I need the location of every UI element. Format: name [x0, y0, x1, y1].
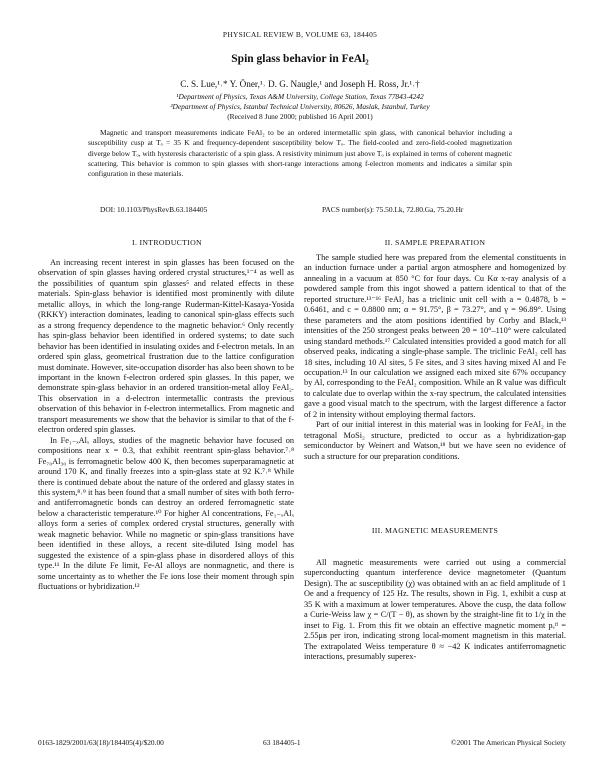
affiliation-1: ¹Department of Physics, Texas A&M University, College Station, Texas 77843-4242 — [176, 92, 424, 101]
pacs-numbers: PACS number(s): 75.50.Lk, 72.80.Ga, 75.20.Hr — [322, 205, 464, 214]
affiliation-2: ²Department of Physics, Istanbul Technical University, 80626, Maslak, Istanbul, Turkey — [170, 102, 430, 111]
section-heading-introduction: I. INTRODUCTION — [132, 238, 202, 247]
footer-page-number: 63 184405-1 — [263, 738, 301, 747]
section-heading-sample-preparation: II. SAMPLE PREPARATION — [384, 238, 486, 247]
sample-paragraph-1: The sample studied here was prepared from the elemental constituents in an induction furnace under a partial argon atmosphere and homogenized by annealing in a vacuum at 850 °C for four days. Cu Kα x-ray analysis of a powdered sample from this ingot showed a pattern identical to that of the reported structure.¹³⁻¹⁶ FeAl₂ has a triclinic unit cell with a = 0.4878, b = 0.6461, and c = 0.8800 nm; α = 91.75°, β = 73.27°, and γ = 96.89°. Using these parameters and the atom positions identified by Corby and Black,¹³ intensities of the 250 strongest peaks between 2θ = 10°–110° were calculated using standard methods.¹⁷ Calculated intensities provided a good match for all observed peaks, indicating a single-phase sample. The triclinic FeAl₂ cell has 18 sites, including 10 Al sites, 5 Fe sites, and 3 sites having mixed Al and Fe occupation.¹³ In our calculation we assigned each mixed site 67% occupancy by Al, corresponding to the FeAl₂ composition. While an R value was difficult to calculate due to overlap within the x-ray spectrum, the calculated intensities gave a good visual match to the spectrum, with the largest difference a factor of 2 in intensity without employing thermal factors. — [304, 253, 566, 419]
intro-paragraph-2: In Fe₁₋ₓAlₓ alloys, studies of the magnetic behavior have focused on compositions near x = 0.3, that exhibit reentrant spin-glass behavior.⁷˒⁸ Fe₇₀Al₃₀ is ferromagnetic below 400 K, then becomes superparamagnetic at around 170 K, and finally freezes into a spin-glass state at 92 K.⁷˒⁸ While there is continued debate about the nature of the ordered and glassy states in this system,⁸˒⁹ it has been found that a small number of sites with both ferro- and antiferromagnetic bonds can destroy an ordered ferromagnetic state below a characteristic temperature.¹⁰ For higher Al concentrations, Fe₁₋ₓAlₓ alloys form a series of complex ordered crystal structures, generally with weak magnetic behavior. While no magnetic or spin-glass transitions have been identified in these alloys, a recent site-diluted Ising model has suggested the existence of a spin-glass phase in disordered alloys of this type.¹¹ In the dilute Fe limit, Fe-Al alloys are nonmagnetic, and there is some uncertainty as to whether the Fe ions lose their moment through spin fluctuations or hybridization.¹² — [38, 435, 294, 592]
magnetic-measurements-body — [304, 558, 566, 663]
sample-preparation-body — [304, 253, 566, 462]
author-list: C. S. Lue,¹˒* Y. Öner,¹˒ D. G. Naugle,¹ and Joseph H. Ross, Jr.¹˒† — [180, 79, 420, 89]
sample-paragraph-2: Part of our initial interest in this material was in looking for FeAl₂ in the tetragonal MoSi₂ structure, predicted to occur as a hybridization-gap semiconductor by Weinert and Watson,¹⁸ but we have seen no evidence of such a structure for our preparation conditions. — [304, 420, 566, 461]
journal-header: PHYSICAL REVIEW B, VOLUME 63, 184405 — [222, 30, 378, 39]
section-heading-magnetic-measurements: III. MAGNETIC MEASUREMENTS — [371, 526, 499, 535]
footer-copyright: ©2001 The American Physical Society — [450, 738, 566, 747]
introduction-body — [38, 258, 294, 593]
received-date: (Received 8 June 2000; published 16 April 2001) — [227, 112, 373, 121]
paper-title: Spin glass behavior in FeAl₂ — [231, 53, 369, 65]
intro-paragraph-1: An increasing recent interest in spin glasses has been focused on the observation of spin glasses having ordered crystal structures,¹⁻⁴ as well as the possibilities of quantum spin glasses⁵ and related effects in these materials. Spin-glass behavior is identified most prominently with dilute metallic alloys, in which the long-range Ruderman-Kittel-Kasaya-Yosida (RKKY) interaction dominates, leading to canonical spin-glass effects such as a strong frequency dependence to the magnetic behavior.⁶ Only recently has spin-glass behavior been identified in ordered systems; to date such behavior has been identified in insulating oxides and f-electron metals. In an ordered spin glass, geometrical frustration due to the lattice configuration must dominate. However, site-occupation disorder has also been shown to be important in the known f-electron ordered spin glasses. In this paper, we demonstrate spin-glass behavior in an ordered transition-metal alloy FeAl₂. This observation in a d-electron intermetallic contrasts the previous observation of this behavior in f-electron intermetallics. From magnetic and transport measurements we show that the behavior is similar to that of the f-electron ordered spin glasses. — [38, 258, 294, 435]
magnetic-paragraph-1: All magnetic measurements were carried out using a commercial superconducting quantum interference device magnetometer (Quantum Design). The ac susceptibility (χ) was obtained with an ac field amplitude of 1 Oe and a frequency of 125 Hz. The results, shown in Fig. 1, exhibit a cusp at 35 K with a maximum at lower temperatures. Above the cusp, the data follow a Curie-Weiss law χ = C/(T − θ), as shown by the straight-line fit to 1/χ in the inset to Fig. 1. From this fit we obtain an effective magnetic moment pₑᶠᶠ = 2.55μʙ per iron, indicating strong local-moment magnetism in this material. The extrapolated Weiss temperature θ ≈ −42 K indicates antiferromagnetic interactions, presumably superex- — [304, 558, 566, 662]
footer-issn: 0163-1829/2001/63(18)/184405(4)/$20.00 — [38, 738, 164, 747]
abstract: Magnetic and transport measurements indicate FeAl₂ to be an ordered intermetallic spin glass, with canonical behavior including a susceptibility cusp at Tₒ = 35 K and frequency-dependent susceptibility below Tₒ. The field-cooled and zero-field-cooled magnetization diverge below Tₒ, with hysteresis characteristic of a spin glass. A resistivity minimum just above Tₒ is explained in terms of coherent magnetic scattering. This behavior is common to spin glasses with short-range interactions among f-electron moments and indicates a similar spin configuration in these materials. — [88, 128, 512, 179]
doi: DOI: 10.1103/PhysRevB.63.184405 — [100, 205, 208, 214]
